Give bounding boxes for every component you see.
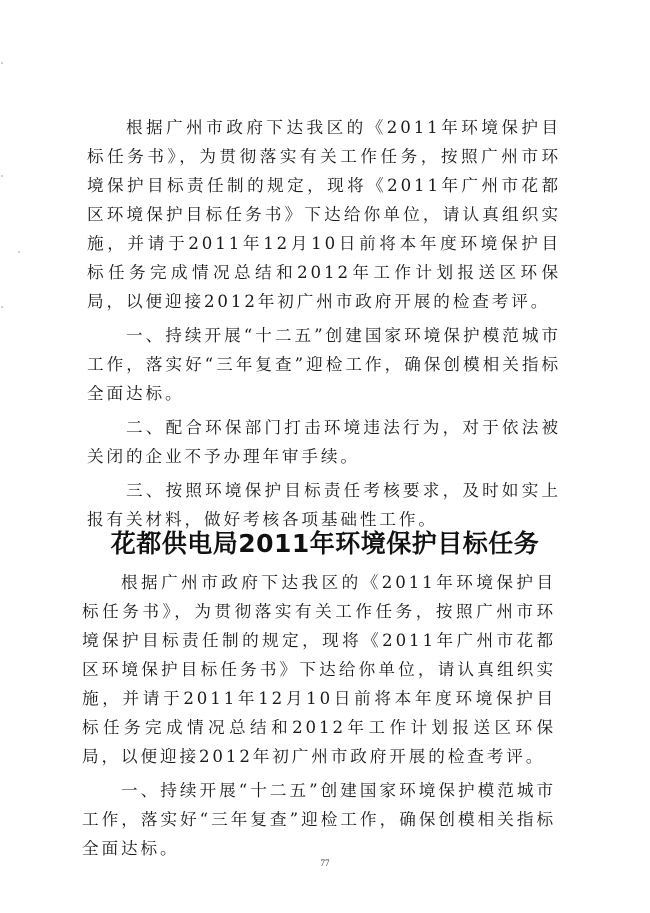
- scan-artifact: [1, 306, 3, 308]
- section-district-notice: [87, 113, 561, 534]
- section-power-bureau-tasks: [82, 568, 556, 863]
- scan-artifact: [18, 251, 20, 253]
- paragraph-task-1: 一、持续开展“十二五”创建国家环境保护模范城市工作，落实好“三年复查”迎检工作，确保创模相关指标全面达标。: [87, 326, 561, 403]
- paragraph-task-3: 三、按照环境保护目标责任考核要求，及时如实上报有关材料，做好考核各项基础性工作。: [87, 481, 561, 529]
- section-heading: 花都供电局2011年环境保护目标任务: [110, 528, 540, 558]
- paragraph-task-1: 一、持续开展“十二五”创建国家环境保护模范城市工作，落实好“三年复查”迎检工作，确保创模相关指标全面达标。: [82, 781, 556, 858]
- scan-artifact: [1, 175, 3, 177]
- paragraph-intro: 根据广州市政府下达我区的《2011年环境保护目标任务书》，为贯彻落实有关工作任务，按照广州市环境保护目标责任制的规定，现将《2011年广州市花都区环境保护目标任务书》下达给你单位，请认真组织实施，并请于2011年12月10日前将本年度环境保护目标任务完成情况总结和2012年工作计划报送区环保局，以便迎接2012年初广州市政府开展的检查考评。: [87, 118, 561, 311]
- paragraph-task-2: 二、配合环保部门打击环境违法行为，对于依法被关闭的企业不予办理年审手续。: [87, 418, 561, 466]
- scan-artifact: [1, 62, 3, 64]
- paragraph-intro: 根据广州市政府下达我区的《2011年环境保护目标任务书》，为贯彻落实有关工作任务，按照广州市环境保护目标责任制的规定，现将《2011年广州市花都区环境保护目标任务书》下达给你单位，请认真组织实施，并请于2011年12月10日前将本年度环境保护目标任务完成情况总结和2012年工作计划报送区环保局，以便迎接2012年初广州市政府开展的检查考评。: [82, 573, 556, 766]
- page-number: 77: [320, 858, 330, 868]
